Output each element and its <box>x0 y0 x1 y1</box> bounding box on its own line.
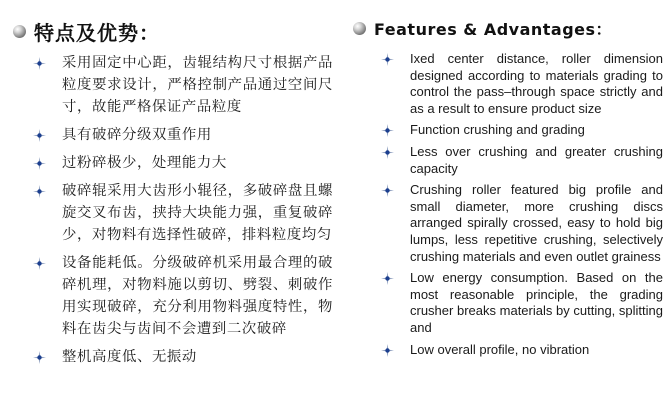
english-features-list <box>381 51 663 363</box>
compass-star-bullet-icon <box>33 185 46 198</box>
feature-text: Low energy consumption. Based on the most reasonable principle, the grading crusher breaks materials by cutting, splitting and <box>410 270 663 335</box>
compass-star-bullet-icon <box>381 124 394 137</box>
feature-item <box>33 346 333 368</box>
compass-star-bullet-icon <box>381 184 394 197</box>
english-heading-text: Features & Advantages： <box>374 20 613 39</box>
feature-text: Low overall profile, no vibration <box>410 341 590 357</box>
feature-item <box>33 124 333 146</box>
feature-text: 过粉碎极少，处理能力大 <box>62 155 227 171</box>
compass-star-bullet-icon <box>381 272 394 285</box>
chinese-features-heading <box>13 17 160 46</box>
compass-star-bullet-icon <box>33 257 46 270</box>
feature-text: 设备能耗低。分级破碎机采用最合理的破碎机理，对物料施以剪切、劈裂、刺破作用实现破碎，充分利用物料强度特性，物料在齿尖与齿间不会遭到二次破碎 <box>62 255 333 337</box>
feature-item <box>381 182 663 265</box>
feature-text: 采用固定中心距，齿辊结构尺寸根据产品粒度要求设计，严格控制产品通过空间尺寸，故能严格保证产品粒度 <box>62 55 333 115</box>
compass-star-bullet-icon <box>381 344 394 357</box>
feature-item <box>33 152 333 174</box>
feature-text: Function crushing and grading <box>410 122 585 138</box>
feature-item <box>381 270 663 336</box>
gray-sphere-bullet-icon <box>13 25 26 38</box>
feature-text: 破碎辊采用大齿形小辊径，多破碎盘且螺旋交叉布齿，挟持大块能力强，重复破碎少，对物料有选择性破碎，排料粒度均匀 <box>62 183 333 243</box>
feature-item <box>381 122 663 139</box>
feature-item <box>381 144 663 177</box>
chinese-heading-text: 特点及优势： <box>34 21 160 45</box>
feature-item <box>33 252 333 340</box>
feature-text: Ixed center distance, roller dimension designed according to materials grading to control the pass–through space strictly and as a result to ensure product size <box>410 51 663 116</box>
compass-star-bullet-icon <box>381 146 394 159</box>
gray-sphere-bullet-icon <box>353 22 366 35</box>
feature-item <box>33 180 333 246</box>
english-features-heading <box>353 17 612 40</box>
compass-star-bullet-icon <box>33 157 46 170</box>
feature-text: Crushing roller featured big profile and small diameter, more crushing discs arranged spirally crossed, easy to hold big lumps, less repetitive crushing, selectively crushing materials and even outlet grainess <box>410 182 663 264</box>
feature-text: Less over crushing and greater crushing capacity <box>410 143 663 176</box>
compass-star-bullet-icon <box>381 53 394 66</box>
feature-item <box>381 51 663 117</box>
feature-text: 整机高度低、无振动 <box>62 349 197 365</box>
feature-item <box>33 52 333 118</box>
compass-star-bullet-icon <box>33 129 46 142</box>
compass-star-bullet-icon <box>33 57 46 70</box>
feature-item <box>381 342 663 359</box>
compass-star-bullet-icon <box>33 351 46 364</box>
feature-text: 具有破碎分级双重作用 <box>62 127 212 143</box>
chinese-features-list <box>33 52 333 374</box>
